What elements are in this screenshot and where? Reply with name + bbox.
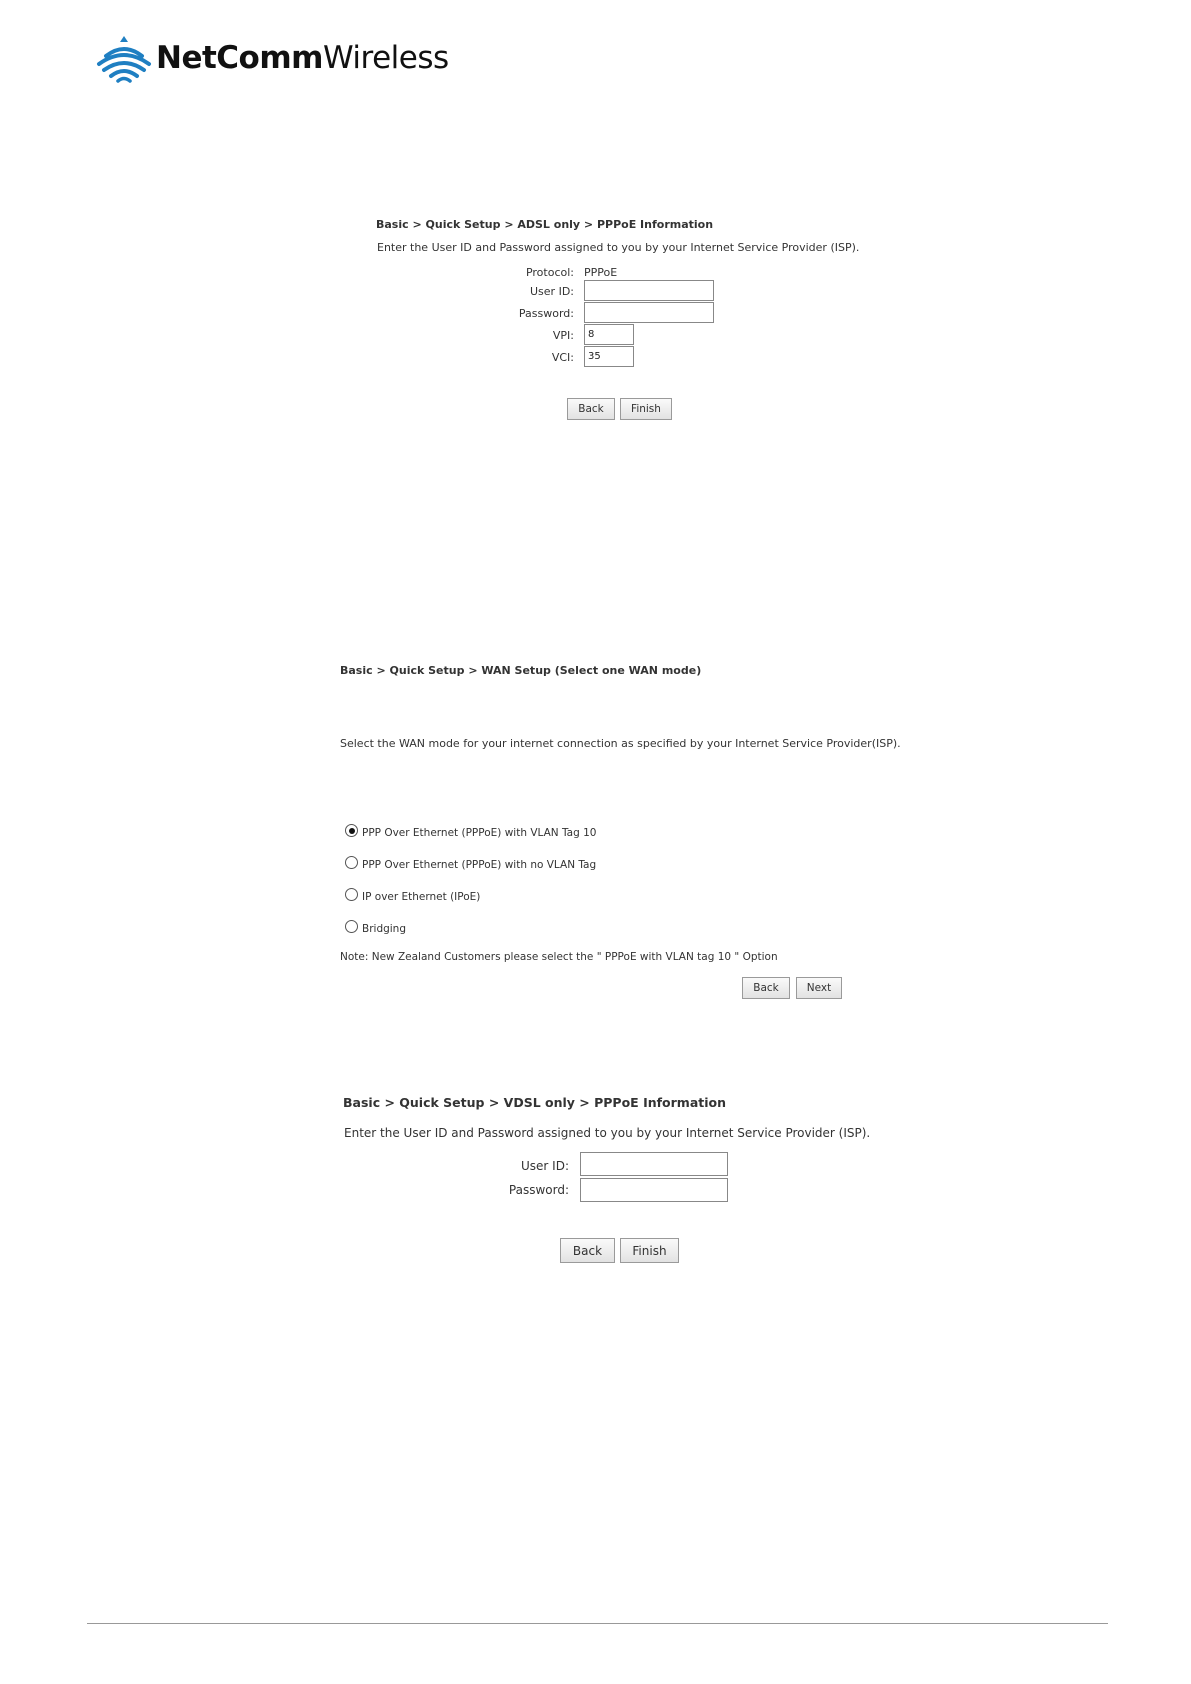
- brand-name: [156, 40, 449, 76]
- radio-label-pppoe-no-vlan: PPP Over Ethernet (PPPoE) with no VLAN Tag: [362, 859, 597, 871]
- note-text: Note: New Zealand Customers please select the " PPPoE with VLAN tag 10 " Option: [340, 951, 778, 963]
- radio-label-bridging: Bridging: [362, 923, 407, 935]
- vpi-input[interactable]: [584, 324, 634, 345]
- netcomm-wireless-logo: [96, 34, 449, 84]
- back-button[interactable]: Back: [742, 977, 790, 999]
- password-input[interactable]: [580, 1178, 728, 1202]
- brand-name-light: Wireless: [322, 40, 449, 76]
- radio-label-ipoe: IP over Ethernet (IPoE): [362, 891, 481, 903]
- radio-pppoe-no-vlan[interactable]: [345, 856, 358, 869]
- footer-divider: [87, 1623, 1108, 1624]
- protocol-label: Protocol:: [525, 266, 574, 279]
- instruction-text: Enter the User ID and Password assigned to you by your Internet Service Provider (ISP).: [344, 1126, 871, 1140]
- password-label: Password:: [508, 1183, 569, 1197]
- breadcrumb: Basic > Quick Setup > WAN Setup (Select one WAN mode): [340, 664, 702, 677]
- password-input[interactable]: [584, 302, 714, 323]
- wifi-logo-icon: [96, 34, 152, 84]
- password-label: Password:: [518, 307, 574, 320]
- vci-label: VCI:: [551, 351, 574, 364]
- breadcrumb: Basic > Quick Setup > ADSL only > PPPoE Information: [376, 218, 714, 231]
- radio-bridging[interactable]: [345, 920, 358, 933]
- vci-input[interactable]: [584, 346, 634, 367]
- instruction-text: Select the WAN mode for your internet connection as specified by your Internet Service Provider(ISP).: [340, 737, 901, 750]
- radio-label-pppoe-vlan10: PPP Over Ethernet (PPPoE) with VLAN Tag 10: [362, 827, 597, 839]
- radio-ipoe[interactable]: [345, 888, 358, 901]
- instruction-text: Enter the User ID and Password assigned to you by your Internet Service Provider (ISP).: [377, 241, 860, 254]
- radio-pppoe-vlan10[interactable]: [345, 824, 358, 837]
- vpi-label: VPI:: [552, 329, 574, 342]
- protocol-value: PPPoE: [584, 266, 618, 279]
- finish-button[interactable]: Finish: [620, 1238, 679, 1263]
- breadcrumb: Basic > Quick Setup > VDSL only > PPPoE Information: [343, 1095, 727, 1110]
- back-button[interactable]: Back: [567, 398, 615, 420]
- user-id-label: User ID:: [521, 1159, 569, 1173]
- brand-name-bold: NetComm: [156, 40, 323, 76]
- user-id-label: User ID:: [530, 285, 574, 298]
- back-button[interactable]: Back: [560, 1238, 615, 1263]
- finish-button[interactable]: Finish: [620, 398, 672, 420]
- user-id-input[interactable]: [584, 280, 714, 301]
- next-button[interactable]: Next: [796, 977, 842, 999]
- user-id-input[interactable]: [580, 1152, 728, 1176]
